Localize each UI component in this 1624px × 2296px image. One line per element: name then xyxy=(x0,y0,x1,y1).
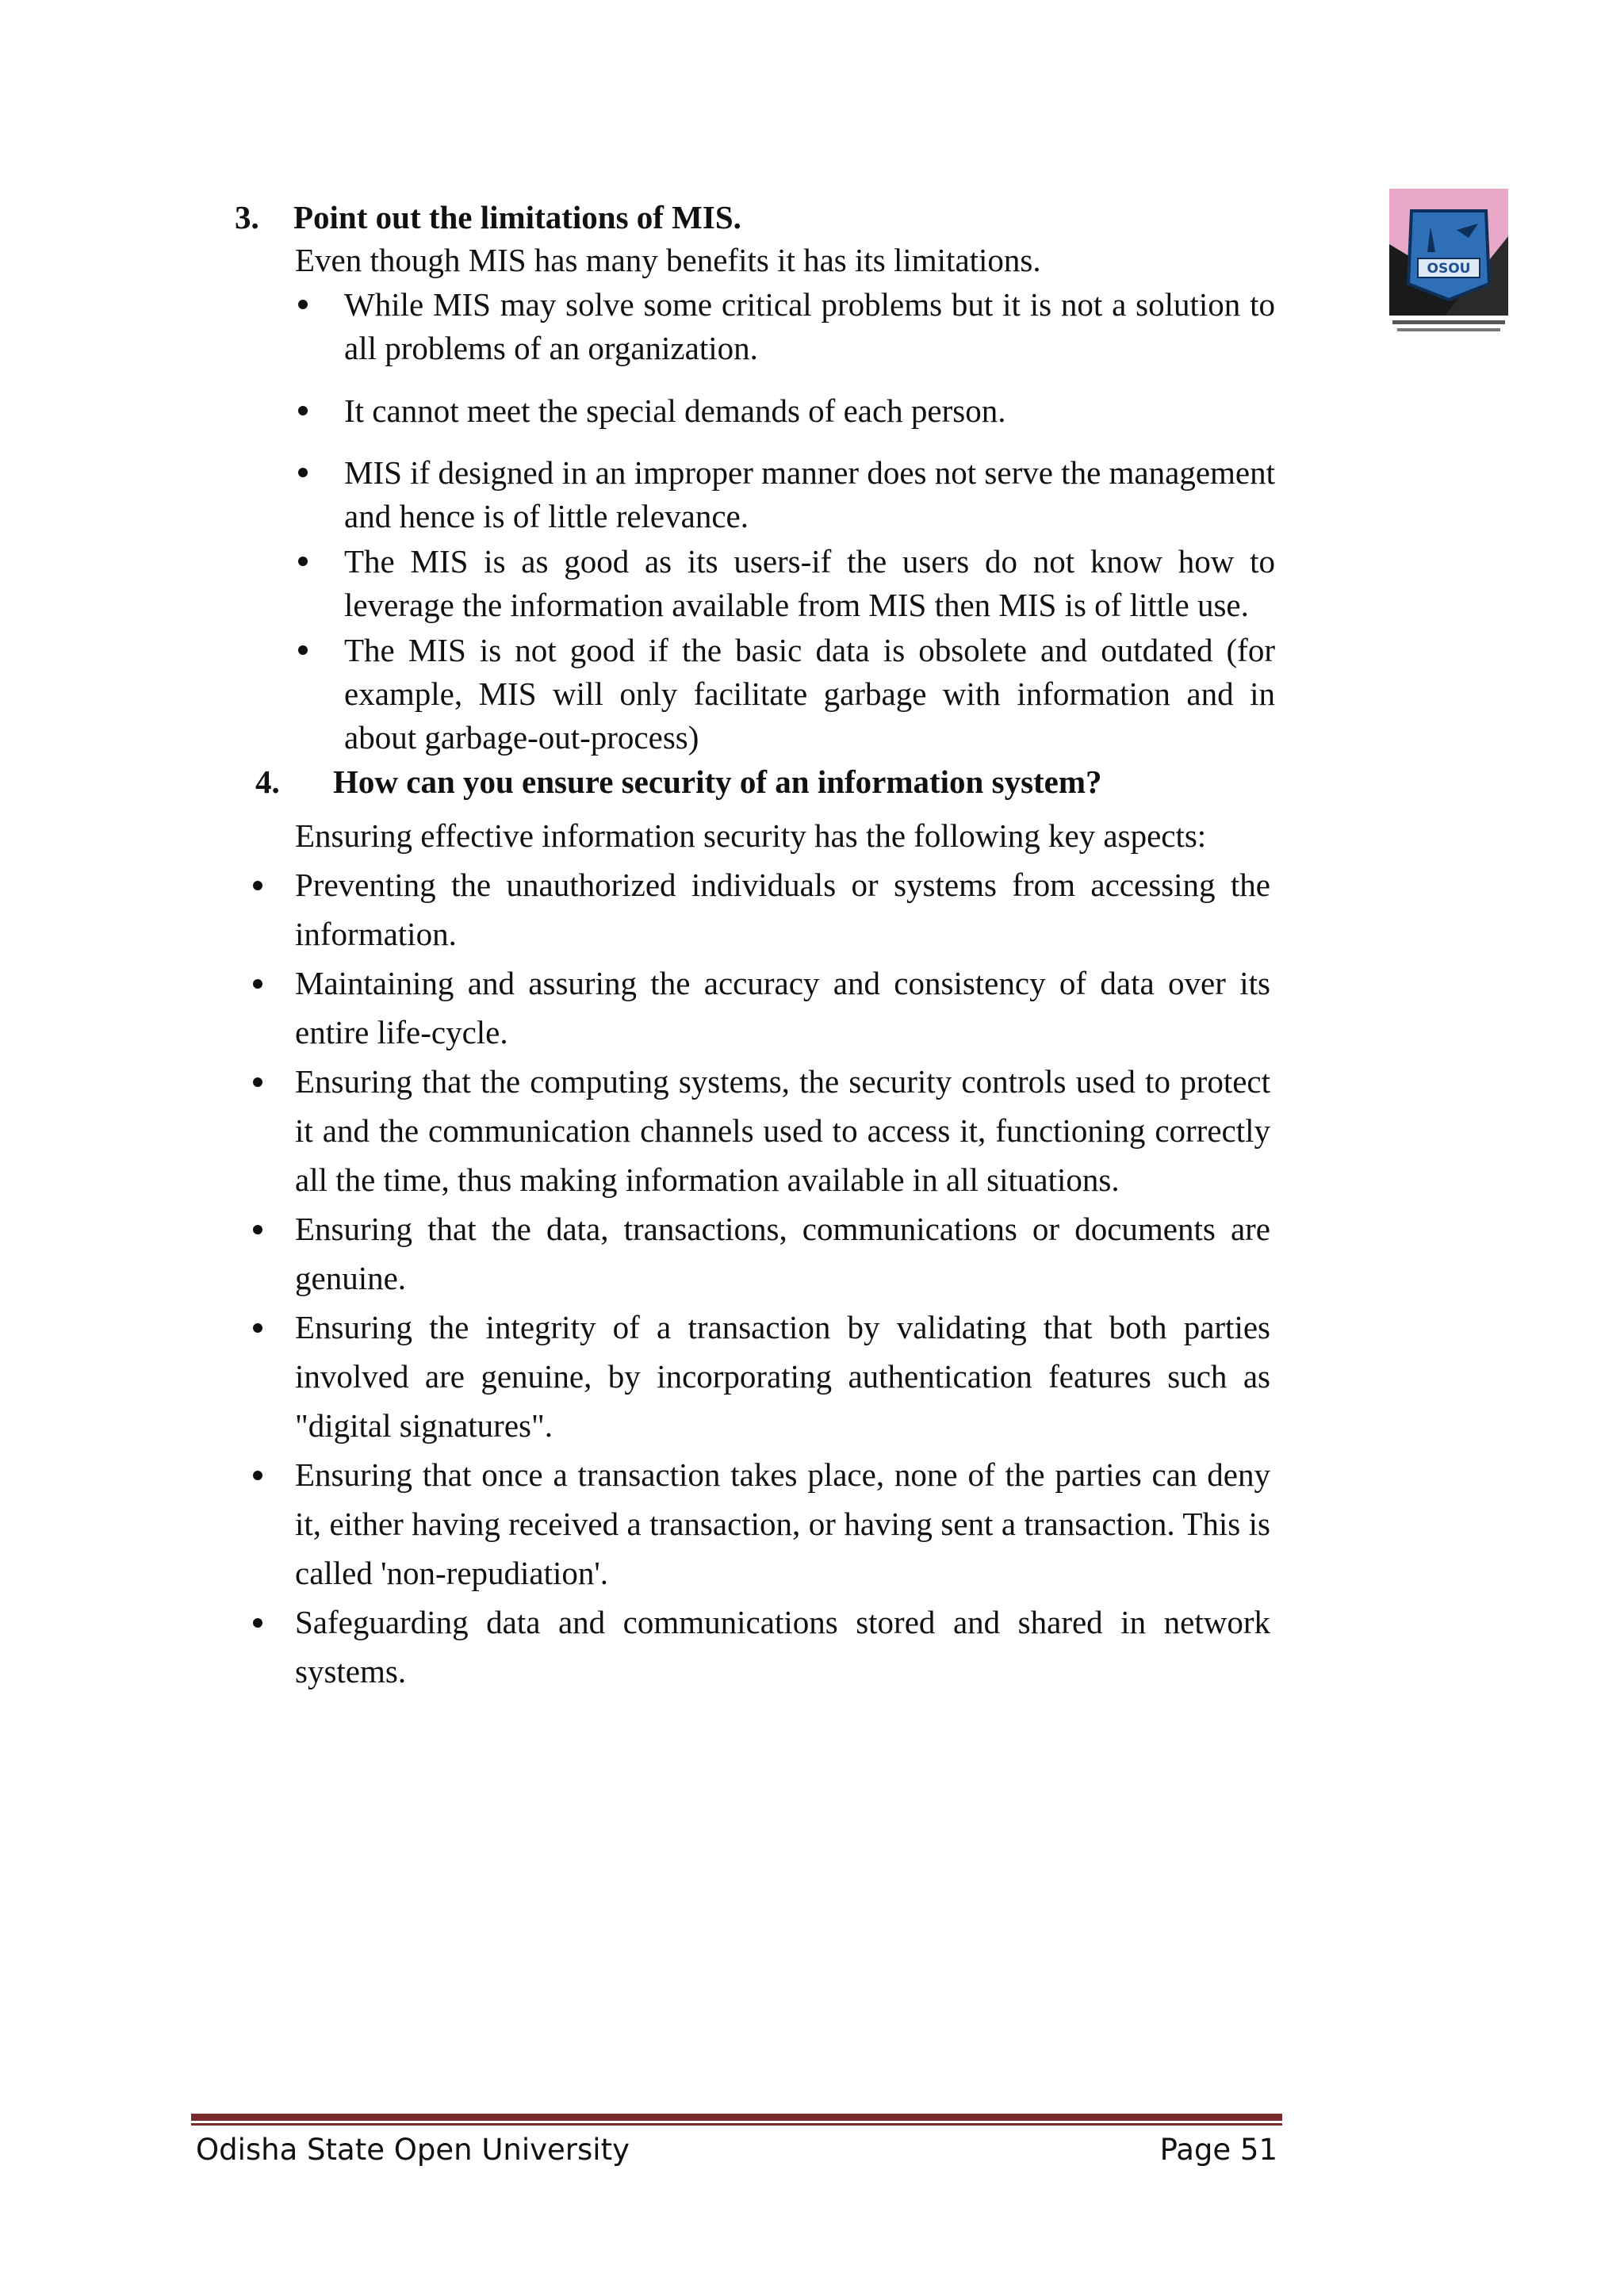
q3-bullet-5: The MIS is not good if the basic data is obsolete and outdated (for example, MIS will only facilitate garbage with information and in about garbage-out-process) xyxy=(344,632,1275,756)
footer-page-number: Page 51 xyxy=(1159,2133,1277,2167)
question-3-title: Point out the limitations of MIS. xyxy=(293,199,741,235)
q4-bullet-3-text: Ensuring that the computing systems, the security controls used to protect it and the communication channels used to access it, functioning correctly all the time, thus making information available in all situations. xyxy=(295,1063,1270,1198)
q4-bullet-1-text: Preventing the unauthorized individuals or systems from accessing the information. xyxy=(295,867,1270,952)
bullet-dot xyxy=(298,406,308,415)
q4-bullet-7-text: Safeguarding data and communications stored and shared in network systems. xyxy=(295,1604,1270,1689)
q4-bullet-2 xyxy=(295,959,1270,1057)
q4-bullet-2-text: Maintaining and assuring the accuracy and consistency of data over its entire life-cycle. xyxy=(295,965,1270,1050)
q4-bullet-5-text: Ensuring the integrity of a transaction by validating that both parties involved are genuine, by incorporating authentication features such as "digital signatures". xyxy=(295,1309,1270,1444)
logo-graphic xyxy=(1389,189,1508,336)
q4-bullet-4 xyxy=(295,1204,1270,1303)
university-logo xyxy=(1389,189,1508,336)
bullet-dot xyxy=(253,1323,262,1333)
footer-university: Odisha State Open University xyxy=(196,2133,630,2167)
q4-bullet-6-text: Ensuring that once a transaction takes place, none of the parties can deny it, either having received a transaction, or having sent a transaction. This is called 'non-repudiation'. xyxy=(295,1456,1270,1591)
bullet-dot xyxy=(253,1225,262,1234)
question-4-title: How can you ensure security of an information system? xyxy=(333,763,1102,800)
bullet-dot xyxy=(298,300,308,309)
footer-rule xyxy=(191,2114,1282,2121)
bullet-dot xyxy=(298,468,308,477)
bullet-dot xyxy=(253,1618,262,1628)
bullet-dot xyxy=(298,645,308,655)
bullet-dot xyxy=(253,1471,262,1480)
question-4-number: 4. xyxy=(255,763,280,800)
bullet-dot xyxy=(253,979,262,989)
q3-bullet-1: While MIS may solve some critical problems but it is not a solution to all problems of an organization. xyxy=(344,286,1275,366)
question-4-intro: Ensuring effective information security has the following key aspects: xyxy=(295,817,1207,854)
bullet-dot xyxy=(298,557,308,566)
q4-bullet-4-text: Ensuring that the data, transactions, communications or documents are genuine. xyxy=(295,1211,1270,1296)
q4-bullet-3 xyxy=(295,1057,1270,1204)
logo-text: OSOU xyxy=(1427,261,1471,277)
question-3-intro: Even though MIS has many benefits it has its limitations. xyxy=(295,242,1041,278)
footer-rule-thin xyxy=(191,2123,1282,2126)
q4-bullet-6 xyxy=(295,1450,1270,1598)
question-3-number: 3. xyxy=(235,199,259,235)
question-4-heading xyxy=(255,760,1207,804)
q4-bullet-1 xyxy=(295,860,1270,959)
q3-bullet-4: The MIS is as good as its users-if the users do not know how to leverage the information available from MIS then MIS is of little use. xyxy=(344,543,1275,623)
q4-bullet-5 xyxy=(295,1303,1270,1450)
q3-bullet-3: MIS if designed in an improper manner does not serve the management and hence is of little relevance. xyxy=(344,454,1275,534)
bullet-dot xyxy=(253,881,262,890)
q4-bullet-7 xyxy=(295,1598,1270,1696)
q3-bullet-2: It cannot meet the special demands of each person. xyxy=(344,392,1006,429)
question-3-heading xyxy=(235,195,790,239)
bullet-dot xyxy=(253,1077,262,1087)
